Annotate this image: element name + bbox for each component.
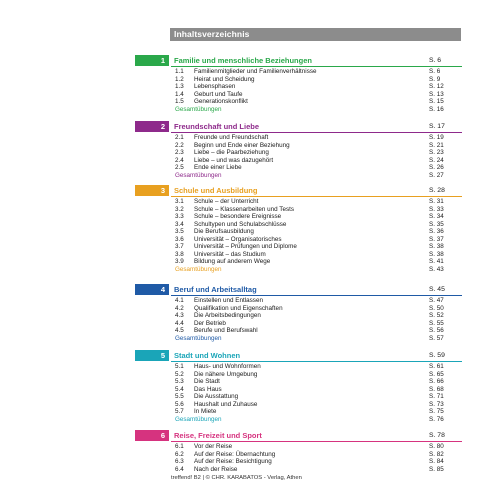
toc-entry — [132, 305, 462, 313]
chapter-page: S. 6 — [429, 57, 442, 64]
entry-number: 4.2 — [175, 304, 184, 312]
entry-number: 2.5 — [175, 164, 184, 171]
entry-page: S. 31 — [429, 198, 444, 205]
chapter-title: Reise, Freizeit und Sport — [174, 431, 262, 440]
entry-label: Generationskonflikt — [194, 98, 248, 105]
chapter-number-tab: 6 — [135, 430, 169, 441]
entry-label: Universität – Organisatorisches — [194, 235, 282, 243]
entry-page: S. 65 — [429, 370, 444, 378]
toc-entry — [132, 98, 462, 106]
entry-label: Heirat und Scheidung — [194, 75, 255, 83]
entry-number: 3.6 — [175, 235, 184, 243]
entry-page: S. 6 — [429, 68, 441, 75]
summary-page: S. 27 — [429, 171, 444, 179]
toc-entry — [132, 393, 462, 401]
entry-label: Einstellen und Entlassen — [194, 297, 263, 304]
toc-entry — [132, 134, 462, 142]
entry-page: S. 68 — [429, 385, 444, 393]
entry-label: Freunde und Freundschaft — [194, 134, 269, 141]
entry-page: S. 13 — [429, 90, 444, 98]
toc-header-bar — [170, 28, 461, 41]
toc-entry — [132, 327, 462, 335]
entry-label: Universität – Prüfungen und Diplome — [194, 243, 297, 250]
chapter-section — [132, 350, 462, 423]
entry-number: 3.1 — [175, 198, 184, 205]
chapter-page: S. 28 — [429, 187, 445, 194]
toc-entry — [132, 451, 462, 459]
entry-number: 1.2 — [175, 75, 184, 83]
entry-label: Familienmitglieder und Familienverhältnisse — [194, 68, 317, 75]
toc-entry — [132, 401, 462, 409]
toc-entry — [132, 157, 462, 165]
entry-number: 5.6 — [175, 400, 184, 408]
summary-page: S. 43 — [429, 265, 444, 273]
chapter-underline — [171, 66, 462, 67]
summary-label: Gesamtübungen — [175, 334, 222, 342]
entry-page: S. 75 — [429, 408, 444, 415]
entry-number: 5.1 — [175, 363, 184, 370]
toc-entry — [132, 213, 462, 221]
summary-label: Gesamtübungen — [175, 171, 222, 179]
chapter-number-tab: 4 — [135, 284, 169, 295]
toc-entry — [132, 164, 462, 172]
entry-number: 1.4 — [175, 90, 184, 98]
chapter-number-tab: 2 — [135, 121, 169, 132]
toc-entry — [132, 228, 462, 236]
summary-page: S. 16 — [429, 105, 444, 113]
entry-label: Der Betrieb — [194, 319, 226, 327]
chapter-underline — [171, 196, 462, 197]
entry-page: S. 38 — [429, 250, 444, 258]
chapter-title: Beruf und Arbeitsalltag — [174, 285, 257, 294]
entry-number: 4.1 — [175, 297, 184, 304]
entry-page: S. 38 — [429, 243, 444, 250]
chapter-items — [132, 443, 462, 473]
chapter-items — [132, 134, 462, 179]
toc-entry — [132, 458, 462, 466]
entry-label: Die Stadt — [194, 378, 220, 385]
entry-page: S. 15 — [429, 98, 444, 105]
chapter-heading — [132, 284, 462, 295]
entry-number: 6.2 — [175, 450, 184, 458]
chapter-page: S. 17 — [429, 123, 445, 130]
entry-label: Haushalt und Zuhause — [194, 400, 258, 408]
entry-number: 2.3 — [175, 149, 184, 156]
entry-label: Das Haus — [194, 385, 222, 393]
chapter-underline — [171, 441, 462, 442]
summary-entry — [132, 416, 462, 424]
entry-label: Nach der Reise — [194, 465, 238, 473]
toc-entry — [132, 142, 462, 150]
entry-number: 1.3 — [175, 83, 184, 90]
chapter-title: Familie und menschliche Beziehungen — [174, 56, 312, 65]
chapter-title: Schule und Ausbildung — [174, 186, 258, 195]
entry-number: 3.4 — [175, 220, 184, 228]
entry-page: S. 19 — [429, 134, 444, 141]
entry-label: Vor der Reise — [194, 443, 233, 450]
toc-entry — [132, 149, 462, 157]
toc-entry — [132, 312, 462, 320]
entry-number: 1.1 — [175, 68, 184, 75]
summary-entry — [132, 172, 462, 180]
summary-label: Gesamtübungen — [175, 415, 222, 423]
entry-number: 6.1 — [175, 443, 184, 450]
entry-label: Lebensphasen — [194, 83, 236, 90]
toc-entry — [132, 68, 462, 76]
chapter-underline — [171, 361, 462, 362]
entry-label: Liebe – die Paarbeziehung — [194, 149, 269, 156]
entry-number: 1.5 — [175, 98, 184, 105]
chapter-number-tab: 5 — [135, 350, 169, 361]
entry-page: S. 66 — [429, 378, 444, 385]
toc-entry — [132, 443, 462, 451]
chapter-page: S. 59 — [429, 352, 445, 359]
entry-page: S. 41 — [429, 258, 444, 265]
entry-page: S. 85 — [429, 465, 444, 473]
entry-number: 4.4 — [175, 319, 184, 327]
entry-page: S. 82 — [429, 450, 444, 458]
entry-number: 3.3 — [175, 213, 184, 220]
entry-number: 3.5 — [175, 228, 184, 235]
entry-page: S. 80 — [429, 443, 444, 450]
chapter-number-tab: 1 — [135, 55, 169, 66]
entry-number: 3.9 — [175, 258, 184, 265]
chapter-items — [132, 68, 462, 113]
entry-number: 3.2 — [175, 205, 184, 213]
toc-entry — [132, 206, 462, 214]
entry-page: S. 9 — [429, 75, 441, 83]
entry-label: Die Ausstattung — [194, 393, 239, 400]
toc-entry — [132, 371, 462, 379]
entry-page: S. 37 — [429, 235, 444, 243]
entry-label: Schultypen und Schulabschlüsse — [194, 220, 287, 228]
entry-label: Liebe – und was dazugehört — [194, 156, 274, 164]
entry-page: S. 52 — [429, 312, 444, 319]
toc-entry — [132, 408, 462, 416]
entry-number: 5.5 — [175, 393, 184, 400]
entry-number: 4.5 — [175, 327, 184, 334]
toc-entry — [132, 378, 462, 386]
footer-credit: treffend! B2 | © CHR. KARABATOS - Verlag, Athen — [171, 475, 302, 481]
toc-entry — [132, 91, 462, 99]
entry-number: 3.7 — [175, 243, 184, 250]
chapter-section — [132, 55, 462, 113]
chapter-heading — [132, 430, 462, 441]
summary-label: Gesamtübungen — [175, 105, 222, 113]
entry-label: Auf der Reise: Übernachtung — [194, 450, 276, 458]
entry-number: 3.8 — [175, 250, 184, 258]
entry-page: S. 50 — [429, 304, 444, 312]
entry-page: S. 56 — [429, 327, 444, 334]
entry-label: Schule – der Unterricht — [194, 198, 259, 205]
entry-label: Qualifikation und Eigenschaften — [194, 304, 283, 312]
toc-entry — [132, 258, 462, 266]
entry-label: Beginn und Ende einer Beziehung — [194, 141, 290, 149]
entry-label: In Miete — [194, 408, 217, 415]
entry-page: S. 61 — [429, 363, 444, 370]
entry-number: 6.3 — [175, 458, 184, 465]
entry-page: S. 36 — [429, 228, 444, 235]
chapter-items — [132, 198, 462, 273]
chapter-section — [132, 284, 462, 342]
entry-page: S. 73 — [429, 400, 444, 408]
entry-number: 5.7 — [175, 408, 184, 415]
entry-page: S. 84 — [429, 458, 444, 465]
chapter-items — [132, 363, 462, 423]
chapter-heading — [132, 350, 462, 361]
entry-label: Schule – Klassenarbeiten und Tests — [194, 205, 294, 213]
entry-label: Berufe und Berufswahl — [194, 327, 258, 334]
entry-page: S. 55 — [429, 319, 444, 327]
entry-number: 2.1 — [175, 134, 184, 141]
entry-number: 2.2 — [175, 141, 184, 149]
chapter-underline — [171, 295, 462, 296]
entry-number: 2.4 — [175, 156, 184, 164]
entry-page: S. 71 — [429, 393, 444, 400]
entry-page: S. 12 — [429, 83, 444, 90]
entry-number: 6.4 — [175, 465, 184, 473]
toc-entry — [132, 243, 462, 251]
chapter-heading — [132, 55, 462, 66]
entry-page: S. 34 — [429, 213, 444, 220]
chapter-title: Stadt und Wohnen — [174, 351, 241, 360]
chapter-heading — [132, 121, 462, 132]
summary-entry — [132, 335, 462, 343]
toc-title: Inhaltsverzeichnis — [174, 29, 250, 39]
summary-label: Gesamtübungen — [175, 265, 222, 273]
chapter-section — [132, 430, 462, 473]
entry-page: S. 35 — [429, 220, 444, 228]
entry-number: 5.2 — [175, 370, 184, 378]
entry-label: Haus- und Wohnformen — [194, 363, 261, 370]
entry-page: S. 21 — [429, 141, 444, 149]
chapter-number-tab: 3 — [135, 185, 169, 196]
entry-number: 5.3 — [175, 378, 184, 385]
summary-page: S. 57 — [429, 334, 444, 342]
toc-entry — [132, 297, 462, 305]
entry-page: S. 33 — [429, 205, 444, 213]
toc-entry — [132, 76, 462, 84]
entry-label: Ende einer Liebe — [194, 164, 242, 171]
chapter-section — [132, 121, 462, 179]
toc-entry — [132, 251, 462, 259]
summary-entry — [132, 106, 462, 114]
entry-label: Geburt und Taufe — [194, 90, 243, 98]
chapter-items — [132, 297, 462, 342]
entry-page: S. 47 — [429, 297, 444, 304]
entry-label: Bildung auf anderem Wege — [194, 258, 271, 265]
entry-label: Universität – das Studium — [194, 250, 266, 258]
entry-number: 4.3 — [175, 312, 184, 319]
entry-page: S. 23 — [429, 149, 444, 156]
summary-page: S. 76 — [429, 415, 444, 423]
chapter-title: Freundschaft und Liebe — [174, 122, 260, 131]
toc-entry — [132, 198, 462, 206]
toc-entry — [132, 236, 462, 244]
chapter-page: S. 45 — [429, 286, 445, 293]
entry-label: Schule – besondere Ereignisse — [194, 213, 282, 220]
chapter-page: S. 78 — [429, 432, 445, 439]
summary-entry — [132, 266, 462, 274]
entry-page: S. 26 — [429, 164, 444, 171]
entry-number: 5.4 — [175, 385, 184, 393]
entry-label: Auf der Reise: Besichtigung — [194, 458, 272, 465]
toc-entry — [132, 386, 462, 394]
chapter-section — [132, 185, 462, 273]
toc-entry — [132, 83, 462, 91]
chapter-heading — [132, 185, 462, 196]
toc-entry — [132, 221, 462, 229]
entry-label: Die nähere Umgebung — [194, 370, 258, 378]
entry-label: Die Arbeitsbedingungen — [194, 312, 261, 319]
toc-entry — [132, 466, 462, 474]
toc-entry — [132, 363, 462, 371]
toc-entry — [132, 320, 462, 328]
entry-label: Die Berufsausbildung — [194, 228, 254, 235]
chapter-underline — [171, 132, 462, 133]
entry-page: S. 24 — [429, 156, 444, 164]
